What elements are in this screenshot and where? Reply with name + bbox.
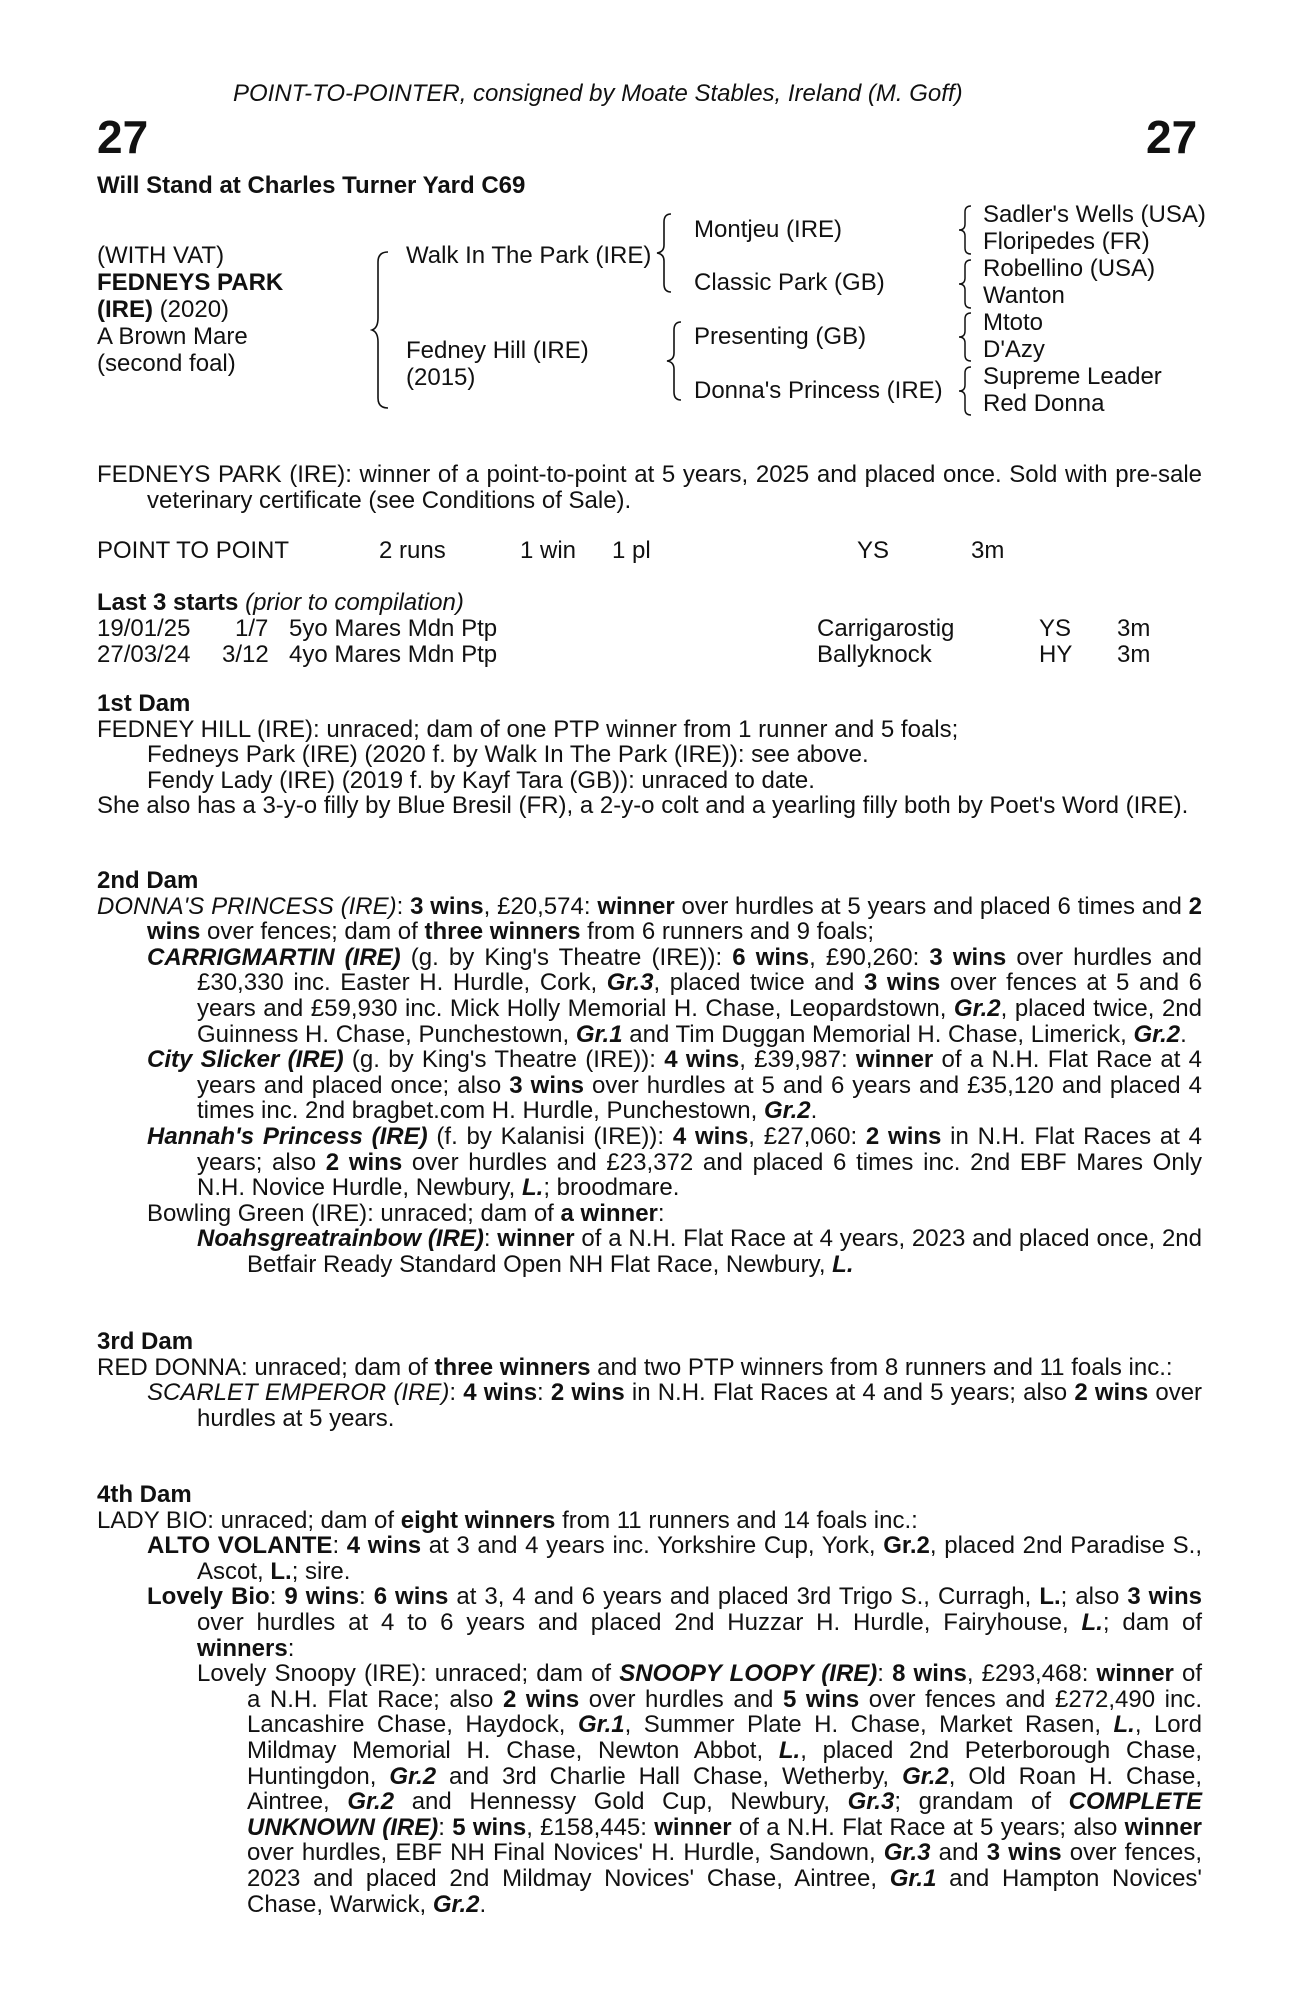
start-distance: 3m <box>1117 615 1151 642</box>
pedigree-dam: Fedney Hill (IRE) <box>406 337 589 364</box>
pedigree-dss: Mtoto <box>983 309 1044 336</box>
t: , placed twice, 2nd Guinness H. Chase, Punchestown, <box>197 994 1202 1048</box>
pedigree-dam-dam: Donna's Princess (IRE) <box>694 377 943 404</box>
t: 3 wins <box>863 969 941 997</box>
t: Gr.3 <box>606 969 654 997</box>
t: in N.H. Flat Races at 4 and 5 years; also <box>624 1379 1075 1407</box>
start-position: 1/7 <box>235 615 269 642</box>
t: 6 wins <box>373 1583 449 1611</box>
t: Gr.2 <box>347 1788 395 1816</box>
t: winner <box>1124 1813 1203 1841</box>
pedigree-brace-dam <box>665 320 685 402</box>
t: : <box>537 1379 551 1407</box>
last-starts <box>97 590 1202 668</box>
t: in N.H. Flat Races at 4 years; also <box>197 1122 1203 1176</box>
ptp-record <box>97 538 1202 564</box>
last-starts-heading <box>97 590 464 616</box>
stand-location: Will Stand at Charles Turner Yard C69 <box>97 172 526 199</box>
t: 3 wins <box>410 892 484 920</box>
produce-carrigmartin <box>97 945 1202 1047</box>
t: and <box>930 1839 987 1867</box>
t: , £39,987: <box>739 1046 856 1074</box>
horse-name: ALTO VOLANTE <box>147 1532 333 1560</box>
t: of a N.H. Flat Race at 4 years and placed once; also <box>197 1046 1203 1099</box>
record-label: POINT TO POINT <box>97 537 290 564</box>
produce-lovely-snoopy <box>97 1661 1202 1917</box>
t: 3 wins <box>929 943 1007 971</box>
t: : <box>359 1583 374 1611</box>
t: Gr.2 <box>432 1890 480 1918</box>
t: L. <box>778 1736 801 1764</box>
t: L. <box>521 1174 544 1202</box>
t: ; sire. <box>291 1557 351 1585</box>
t: over fences, 2023 and placed 2nd Mildmay Novices' Chase, Aintree, <box>247 1839 1202 1892</box>
second-dam-title: 2nd Dam <box>97 867 199 894</box>
t: : <box>269 1583 285 1611</box>
t: LADY BIO: unraced; dam of <box>97 1506 401 1534</box>
t: RED DONNA: unraced; dam of <box>97 1353 435 1381</box>
t: over fences; dam of <box>200 918 425 946</box>
t: L. <box>1113 1711 1135 1739</box>
record-wins: 1 win <box>520 537 577 564</box>
produce-noahsgreatrainbow <box>97 1226 1202 1277</box>
record-going: YS <box>857 537 890 564</box>
first-dam-section <box>97 691 1202 819</box>
t: L. <box>270 1557 292 1585</box>
t: from 6 runners and 9 foals; <box>580 918 874 946</box>
start-distance: 3m <box>1117 641 1151 668</box>
t: : <box>877 1660 893 1688</box>
t: winner <box>855 1046 934 1074</box>
t: ; grandam of <box>894 1788 1069 1816</box>
t: Gr.2 <box>953 994 1001 1022</box>
t: Gr.2 <box>1133 1020 1181 1048</box>
t: 2 wins <box>1074 1379 1149 1407</box>
t: over hurdles at 5 years. <box>197 1379 1203 1432</box>
produce-alto-volante <box>97 1533 1202 1584</box>
t: : <box>657 1199 665 1227</box>
t: at 3, 4 and 6 years and placed 3rd Trigo S., Curragh, <box>448 1583 1040 1611</box>
t: : <box>483 1225 498 1253</box>
t: over fences and £272,490 inc. Lancashire Chase, Haydock, <box>247 1685 1202 1739</box>
start-position: 3/12 <box>222 641 269 668</box>
t: Gr.1 <box>577 1711 625 1739</box>
racing-summary <box>97 462 1202 513</box>
lot-number-left: 27 <box>97 111 149 163</box>
pedigree-sire: Walk In The Park (IRE) <box>406 242 652 269</box>
t: over hurdles, EBF NH Final Novices' H. Hurdle, Sandown, <box>247 1839 884 1867</box>
t: 3 wins <box>509 1071 585 1099</box>
fourth-dam-line <box>97 1508 1202 1534</box>
horse-name: SNOOPY LOOPY (IRE) <box>619 1660 878 1688</box>
pedigree-sire-sire: Montjeu (IRE) <box>694 216 843 243</box>
produce-lovely-bio <box>97 1584 1202 1661</box>
consignor-header: POINT-TO-POINTER, consigned by Moate Stables, Ireland (M. Goff) <box>233 80 963 107</box>
t: , £90,260: <box>809 943 930 971</box>
start-course: Ballyknock <box>817 641 932 668</box>
t: and two PTP winners from 8 runners and 11 foals inc.: <box>590 1353 1173 1381</box>
horse-name: Noahsgreatrainbow (IRE) <box>197 1225 484 1253</box>
t: a winner <box>560 1199 658 1227</box>
produce-bowling-green <box>97 1201 1202 1227</box>
fourth-dam-section <box>97 1482 1202 1917</box>
t: Gr.2 <box>883 1532 930 1560</box>
t: . <box>1180 1020 1187 1048</box>
t: 2 wins <box>325 1148 403 1176</box>
t: , placed twice and <box>653 969 864 997</box>
t: 2 wins <box>865 1122 942 1150</box>
t: , placed 2nd Paradise S., Ascot, <box>197 1532 1203 1585</box>
pedigree-brace-dd <box>957 365 975 417</box>
t: 4 wins <box>346 1532 422 1560</box>
horse-name: SCARLET EMPEROR (IRE) <box>147 1379 450 1407</box>
start-going: YS <box>1039 615 1072 642</box>
t: and Hampton Novices' Chase, Warwick, <box>247 1864 1203 1918</box>
start-course: Carrigarostig <box>817 615 955 642</box>
fourth-dam-title: 4th Dam <box>97 1481 192 1508</box>
t: 5 wins <box>782 1685 860 1713</box>
pedigree-ddd: Red Donna <box>983 390 1105 417</box>
lot-number-right: 27 <box>1146 111 1198 163</box>
t: Gr.2 <box>902 1762 949 1790</box>
first-dam-line: FEDNEY HILL (IRE): unraced; dam of one PTP winner from 1 runner and 5 foals; <box>97 715 959 743</box>
t: of a N.H. Flat Race at 5 years; also <box>731 1813 1125 1841</box>
start-row <box>97 642 1202 668</box>
t: at 3 and 4 years inc. Yorkshire Cup, York, <box>421 1532 884 1560</box>
start-row <box>97 616 1202 642</box>
start-date: 19/01/25 <box>97 615 191 642</box>
t: over hurdles at 4 to 6 years and placed 2nd Huzzar H. Hurdle, Fairyhouse, <box>197 1608 1082 1636</box>
start-going: HY <box>1039 641 1073 668</box>
t: winner <box>654 1813 732 1841</box>
t: , Old Roan H. Chase, Aintree, <box>247 1762 1203 1816</box>
t: 5 wins <box>452 1813 527 1841</box>
pedigree-dsd: D'Azy <box>983 336 1045 363</box>
t: . <box>479 1890 487 1918</box>
horse-name: FEDNEYS PARK <box>97 269 284 296</box>
t: . <box>810 1097 818 1125</box>
t: ; broodmare. <box>543 1174 680 1202</box>
t: , £293,468: <box>966 1660 1097 1688</box>
t: , £158,445: <box>526 1813 655 1841</box>
horse-sex-colour: A Brown Mare <box>97 323 248 350</box>
t: 2 wins <box>147 892 1203 946</box>
t: Gr.3 <box>883 1839 931 1867</box>
t: of a N.H. Flat Race at 4 years, 2023 and placed once, 2nd Betfair Ready Standard Open NH Flat Race, Newbury, <box>247 1225 1202 1278</box>
pedigree-sss: Sadler's Wells (USA) <box>983 201 1206 228</box>
pedigree-sds: Robellino (USA) <box>983 255 1156 282</box>
start-date: 27/03/24 <box>97 641 191 668</box>
t: , placed 2nd Peterborough Chase, Huntingdon, <box>247 1736 1203 1790</box>
t: winner <box>597 892 675 920</box>
t: three winners <box>424 918 581 946</box>
t: : <box>396 892 411 920</box>
pedigree-dds: Supreme Leader <box>983 363 1162 390</box>
vat-label: (WITH VAT) <box>97 242 225 269</box>
t: 6 wins <box>732 943 810 971</box>
t: 4 wins <box>463 1379 538 1407</box>
t: L. <box>1081 1608 1103 1636</box>
pedigree-brace-sire <box>655 212 675 294</box>
t: 3 wins <box>986 1839 1062 1867</box>
t: Lovely Snoopy (IRE): unraced; dam of <box>197 1660 620 1688</box>
horse-name: City Slicker (IRE) <box>147 1046 344 1074</box>
horse-country: (IRE) <box>97 296 153 323</box>
t: : <box>287 1634 295 1662</box>
pedigree-brace-ds <box>957 311 975 363</box>
horse-year: (2020) <box>153 296 230 323</box>
t: and Tim Duggan Memorial H. Chase, Limerick, <box>622 1020 1134 1048</box>
first-dam-note: She also has a 3-y-o filly by Blue Bresil (FR), a 2-y-o colt and a yearling filly both by Poet's Word (IRE). <box>97 792 1189 820</box>
t: , Lord Mildmay Memorial H. Chase, Newton Abbot, <box>247 1711 1202 1764</box>
horse-name: COMPLETE UNKNOWN (IRE) <box>247 1788 1202 1841</box>
third-dam-section <box>97 1329 1202 1431</box>
horse-identity <box>97 242 283 377</box>
t: 3 wins <box>1127 1583 1203 1611</box>
t: 2 wins <box>502 1685 580 1713</box>
start-race: 4yo Mares Mdn Ptp <box>289 641 498 668</box>
horse-origin-year <box>97 296 283 323</box>
last-starts-note: (prior to compilation) <box>238 589 464 616</box>
second-dam-section <box>97 868 1202 1278</box>
start-race: 5yo Mares Mdn Ptp <box>289 615 498 642</box>
horse-name: Hannah's Princess (IRE) <box>147 1122 428 1150</box>
t: : <box>332 1532 347 1560</box>
t: Bowling Green (IRE): unraced; dam of <box>147 1199 561 1227</box>
t: 9 wins <box>284 1583 360 1611</box>
t: (f. by Kalanisi (IRE)): <box>427 1122 673 1150</box>
horse-name: Lovely Bio <box>147 1583 270 1611</box>
produce-hannahs-princess <box>97 1124 1202 1201</box>
t: 4 wins <box>664 1046 740 1074</box>
last-starts-title: Last 3 starts <box>97 589 239 616</box>
third-dam-title: 3rd Dam <box>97 1328 194 1355</box>
t: winner <box>1096 1660 1174 1688</box>
pedigree-brace-ss <box>957 204 975 256</box>
first-dam-produce: Fendy Lady (IRE) (2019 f. by Kayf Tara (GB)): unraced to date. <box>147 766 815 794</box>
produce-scarlet-emperor <box>97 1380 1202 1431</box>
t: over hurdles at 5 and 6 years and £35,120 and placed 4 times inc. 2nd bragbet.com H. Hurdle, Punchestown, <box>197 1071 1203 1125</box>
t: , Summer Plate H. Chase, Market Rasen, <box>624 1711 1114 1739</box>
record-distance: 3m <box>971 537 1005 564</box>
t: three winners <box>434 1353 591 1381</box>
record-runs: 2 runs <box>379 537 446 564</box>
t: from 11 runners and 14 foals inc.: <box>555 1506 918 1534</box>
t: over hurdles at 5 years and placed 6 times and <box>674 892 1189 920</box>
t: : <box>449 1379 464 1407</box>
t: and Hennessy Gold Cup, Newbury, <box>394 1788 848 1816</box>
produce-city-slicker <box>97 1047 1202 1124</box>
t: over fences at 5 and 6 years and £59,930 inc. Mick Holly Memorial H. Chase, Leopardstown, <box>197 969 1202 1022</box>
pedigree-sdd: Wanton <box>983 282 1065 309</box>
t: ; dam of <box>1102 1608 1202 1636</box>
t: Gr.2 <box>763 1097 811 1125</box>
t: eight winners <box>400 1506 556 1534</box>
pedigree-ssd: Floripedes (FR) <box>983 228 1150 255</box>
horse-name: CARRIGMARTIN (IRE) <box>147 943 401 971</box>
pedigree-brace-sd <box>957 258 975 310</box>
pedigree-brace-main <box>370 250 392 410</box>
t: over hurdles and <box>579 1685 783 1713</box>
pedigree-dam-year: (2015) <box>406 364 476 391</box>
t: L. <box>832 1250 854 1278</box>
t: Gr.1 <box>889 1864 937 1892</box>
t: of a N.H. Flat Race; also <box>247 1660 1203 1713</box>
dam-name: DONNA'S PRINCESS (IRE) <box>97 892 397 920</box>
t: (g. by King's Theatre (IRE)): <box>400 943 733 971</box>
t: Gr.3 <box>847 1788 895 1816</box>
t: L. <box>1039 1583 1061 1611</box>
t: (g. by King's Theatre (IRE)): <box>343 1046 665 1074</box>
t: and 3rd Charlie Hall Chase, Wetherby, <box>436 1762 903 1790</box>
pedigree-dam-sire: Presenting (GB) <box>694 323 867 350</box>
t: 8 wins <box>892 1660 967 1688</box>
t: , £20,574: <box>483 892 598 920</box>
t: 4 wins <box>672 1122 749 1150</box>
t: over hurdles and £30,330 inc. Easter H. Hurdle, Cork, <box>197 943 1202 997</box>
t: over hurdles and £23,372 and placed 6 times inc. 2nd EBF Mares Only N.H. Novice Hurdle, Newbury, <box>197 1148 1202 1202</box>
t: ; also <box>1060 1583 1128 1611</box>
first-dam-produce: Fedneys Park (IRE) (2020 f. by Walk In The Park (IRE)): see above. <box>147 741 869 769</box>
third-dam-line <box>97 1355 1202 1381</box>
t: : <box>438 1813 453 1841</box>
first-dam-title: 1st Dam <box>97 690 191 717</box>
horse-foal-order: (second foal) <box>97 350 236 377</box>
pedigree-sire-dam: Classic Park (GB) <box>694 269 885 296</box>
t: , £27,060: <box>748 1122 866 1150</box>
t: Gr.2 <box>389 1762 437 1790</box>
t: winner <box>497 1225 575 1253</box>
second-dam-line <box>97 894 1202 945</box>
record-places: 1 pl <box>612 537 651 564</box>
t: winners <box>197 1634 288 1662</box>
summary-text: FEDNEYS PARK (IRE): winner of a point-to-point at 5 years, 2025 and placed once. Sold with pre-sale veterinary certificate (see Conditions of Sale). <box>97 461 1202 514</box>
t: 2 wins <box>550 1379 625 1407</box>
t: Gr.1 <box>575 1020 623 1048</box>
